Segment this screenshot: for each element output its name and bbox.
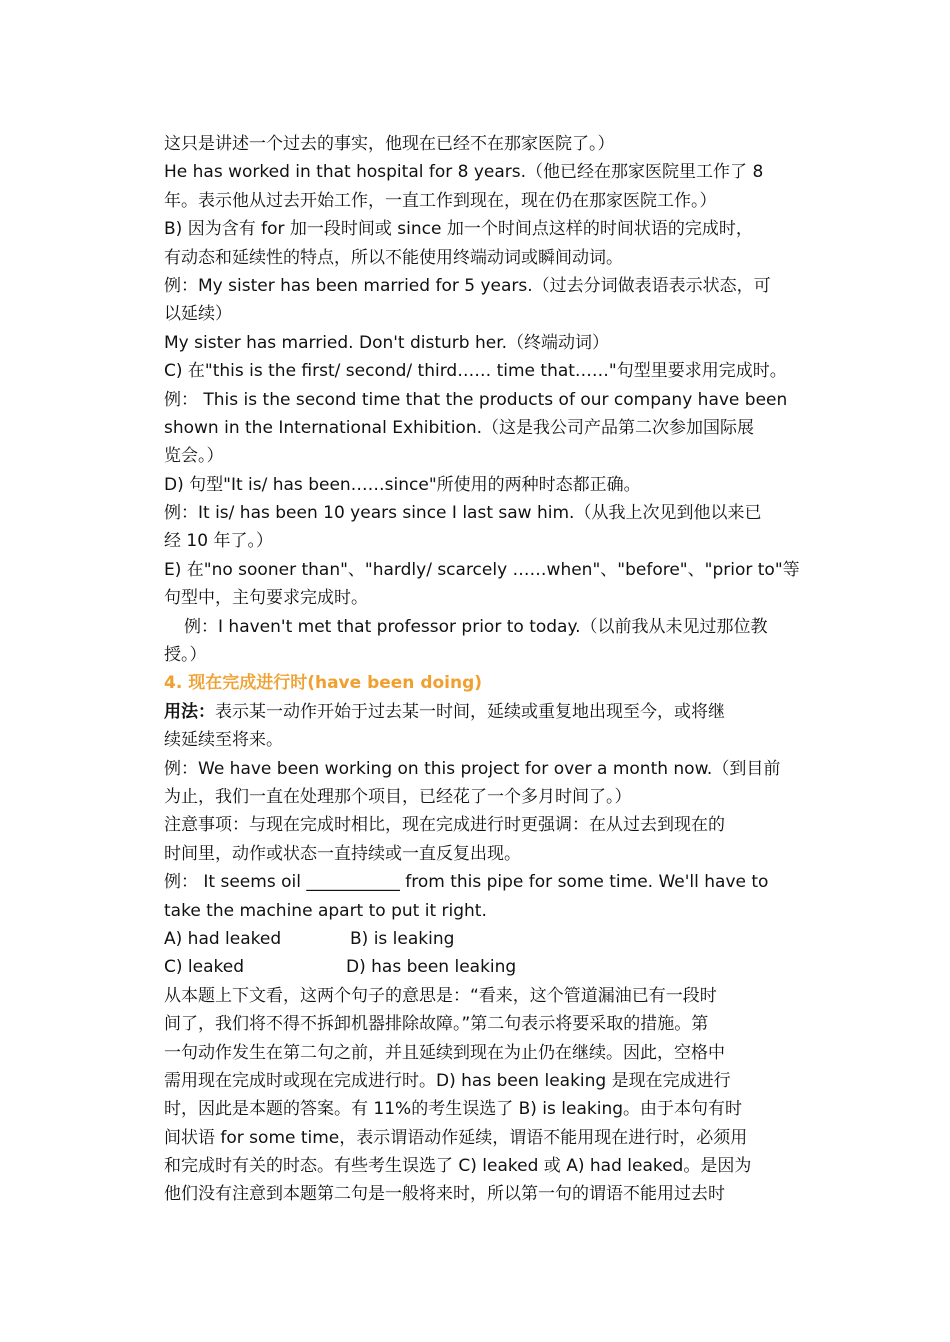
question-line: 例： It seems oil ___________ from this pipe for some time. We'll have to: [164, 872, 769, 893]
note-line: 注意事项：与现在完成时相比，现在完成进行时更强调：在从过去到现在的: [164, 815, 725, 836]
option-a: A) had leaked: [164, 928, 282, 949]
text-line: My sister has married. Don't disturb her.（终端动词）: [164, 332, 610, 353]
text-line: He has worked in that hospital for 8 years.（他已经在那家医院里工作了 8: [164, 162, 764, 183]
example-line: 为止，我们一直在处理那个项目，已经花了一个多月时间了。）: [164, 786, 632, 807]
text-line: 以延续）: [164, 304, 232, 325]
text-line: 例：My sister has been married for 5 years.（过去分词做表语表示状态，可: [164, 275, 771, 296]
usage-label: 用法：: [164, 701, 215, 722]
options-row: [164, 925, 790, 953]
explanation-line: 和完成时有关的时态。有些考生误选了 C) leaked 或 A) had leaked。是因为: [164, 1156, 752, 1177]
usage-text: 表示某一动作开始于过去某一时间，延续或重复地出现至今，或将继: [215, 701, 725, 722]
explanation-line: 间状语 for some time，表示谓语动作延续，谓语不能用现在进行时，必须用: [164, 1127, 748, 1148]
text-line: 例：I haven't met that professor prior to today.（以前我从未见过那位教: [184, 616, 768, 637]
explanation-line: 一句动作发生在第二句之前，并且延续到现在为止仍在继续。因此，空格中: [164, 1042, 725, 1063]
explanation-line: 从本题上下文看，这两个句子的意思是：“看来，这个管道漏油已有一段时: [164, 985, 717, 1006]
text-line: 句型中，主句要求完成时。: [164, 588, 368, 609]
question-line: take the machine apart to put it right.: [164, 900, 487, 921]
text-line: E) 在"no sooner than"、"hardly/ scarcely ……when"、"before"、"prior to"等: [164, 559, 800, 580]
text-line: 授。）: [164, 645, 207, 666]
explanation-line: 需用现在完成时或现在完成进行时。D) has been leaking 是现在完成进行: [164, 1070, 731, 1091]
options-row: [164, 953, 790, 981]
note-line: 时间里，动作或状态一直持续或一直反复出现。: [164, 843, 521, 864]
text-line: 续延续至将来。: [164, 730, 283, 751]
text-line: shown in the International Exhibition.（这是我公司产品第二次参加国际展: [164, 417, 755, 438]
option-d: D) has been leaking: [346, 957, 517, 978]
text-line: C) 在"this is the first/ second/ third…… time that……"句型里要求用完成时。: [164, 361, 787, 382]
text-line: D) 句型"It is/ has been……since"所使用的两种时态都正确。: [164, 474, 641, 495]
example-line: 例：We have been working on this project for over a month now.（到目前: [164, 758, 781, 779]
explanation-line: 他们没有注意到本题第二句是一般将来时，所以第一句的谓语不能用过去时: [164, 1184, 725, 1205]
text-line: B) 因为含有 for 加一段时间或 since 加一个时间点这样的时间状语的完成时，: [164, 219, 753, 240]
document-page: [164, 130, 800, 1209]
text-line: 这只是讲述一个过去的事实，他现在已经不在那家医院了。）: [164, 134, 615, 154]
explanation-line: 时，因此是本题的答案。有 11%的考生误选了 B) is leaking。由于本句有时: [164, 1099, 743, 1120]
text-line: 例： This is the second time that the products of our company have been: [164, 389, 788, 410]
text-line: 经 10 年了。）: [164, 531, 273, 552]
option-b: B) is leaking: [350, 928, 455, 949]
text-line: 有动态和延续性的特点，所以不能使用终端动词或瞬间动词。: [164, 247, 623, 268]
text-line: 例：It is/ has been 10 years since I last saw him.（从我上次见到他以来已: [164, 503, 762, 524]
section-heading: 4. 现在完成进行时(have been doing): [164, 673, 483, 694]
text-line: 览会。）: [164, 446, 224, 467]
explanation-line: 间了，我们将不得不拆卸机器排除故障。”第二句表示将要采取的措施。第: [164, 1014, 709, 1035]
option-c: C) leaked: [164, 957, 244, 978]
text-line: 年。表示他从过去开始工作，一直工作到现在，现在仍在那家医院工作。）: [164, 190, 717, 211]
usage-line: [164, 698, 790, 726]
